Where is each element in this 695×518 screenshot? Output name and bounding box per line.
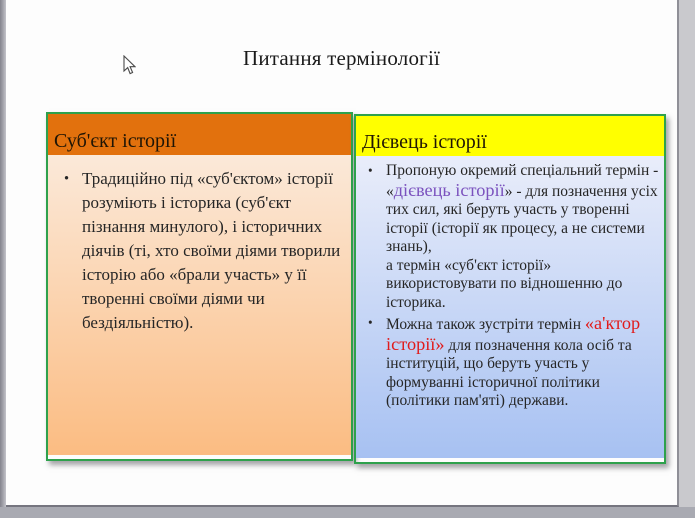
slide-title: Питання термінології bbox=[242, 46, 441, 70]
diievets-box-header: Дієвець історії bbox=[356, 116, 664, 156]
window-bottom-edge bbox=[0, 507, 695, 518]
subject-box-header: Суб'єкт історії bbox=[48, 114, 351, 155]
diievets-of-history-box bbox=[354, 114, 666, 464]
diievets-bullet-1: • Пропоную окремий спеціальний термін - «дієвець історії» - для позначення усіх тих сил, які беруть участь у творенні історії (історії як процесу, а не системи знань), а термін «суб'єкт історії» використовувати по відношенню до історика. bbox=[366, 162, 660, 312]
subject-of-history-box bbox=[46, 112, 353, 461]
presentation-slide bbox=[6, 0, 679, 507]
mouse-cursor-icon bbox=[122, 55, 136, 76]
diievets-bullet-2: • Можна також зустріти термін «а'ктор історії» для позначення кола осіб та інституцій, що беруть участь у формуванні історичної політики (політики пам'яті) держави. bbox=[366, 314, 660, 411]
diievets-box-body bbox=[356, 156, 664, 458]
subject-bullet-1: • Традиційно під «суб'єктом» історії розуміють і історика (суб'єкт пізнання минулого), і історичних діячів (ті, хто своїми діями творили історію або «брали участь» у її творенні своїми діями чи бездіяльністю). bbox=[62, 167, 345, 335]
window-left-edge bbox=[0, 0, 6, 507]
subject-box-body bbox=[48, 155, 351, 455]
